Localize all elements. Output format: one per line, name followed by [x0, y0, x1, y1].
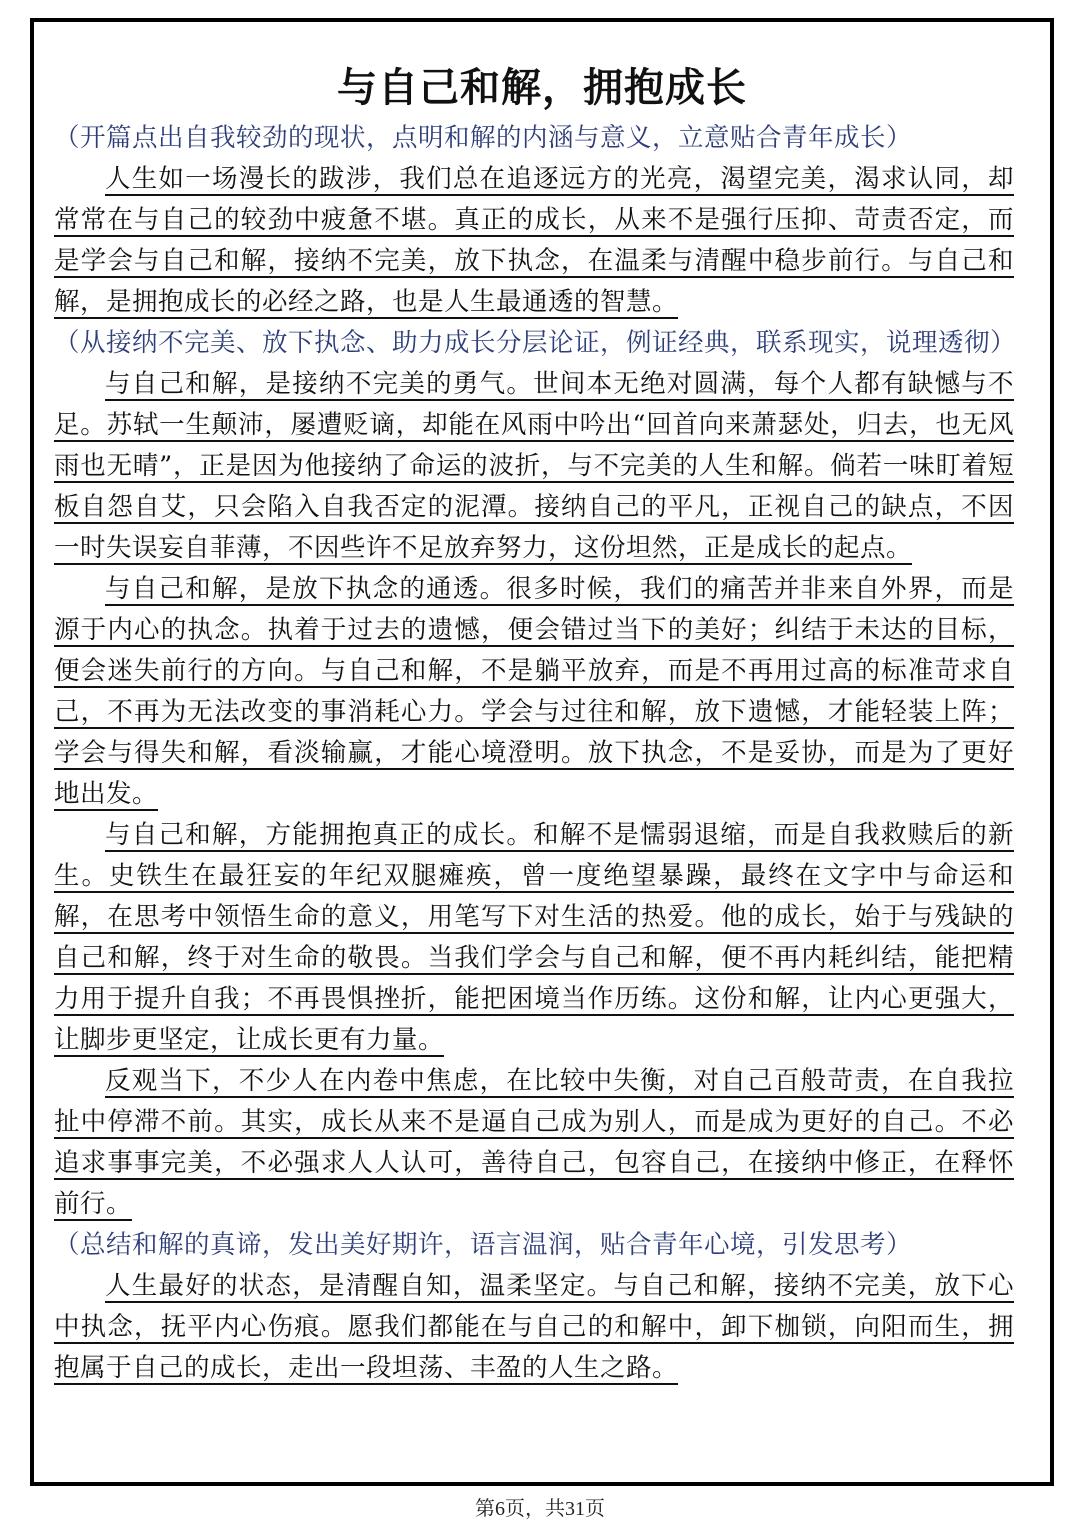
page-number: 第6页，共31页 [475, 1498, 605, 1520]
body-paragraph: 反观当下，不少人在内卷中焦虑，在比较中失衡，对自己百般苛责，在自我拉扯中停滞不前。其实，成长从来不是逼自己成为别人，而是成为更好的自己。不必追求事事完美，不必强求人人认可，善待自己，包容自己，在接纳中修正，在释怀前行。 [54, 1066, 1014, 1219]
annotation-note: （开篇点出自我较劲的现状，点明和解的内涵与意义，立意贴合青年成长） [54, 123, 913, 153]
body-paragraph: 与自己和解，是放下执念的通透。很多时候，我们的痛苦并非来自外界，而是源于内心的执念。执着于过去的遗憾，便会错过当下的美好；纠结于未达的目标，便会迷失前行的方向。与自己和解，不是躺平放弃，而是不再用过高的标准苛求自己，不再为无法改变的事消耗心力。学会与过往和解，放下遗憾，才能轻装上阵；学会与得失和解，看淡输赢，才能心境澄明。放下执念，不是妥协，而是为了更好地出发。 [54, 574, 1014, 809]
annotation-note: （总结和解的真谛，发出美好期许，语言温润，贴合青年心境，引发思考） [54, 1230, 913, 1260]
essay-content [54, 118, 1017, 1389]
body-paragraph: 人生如一场漫长的跋涉，我们总在追逐远方的光亮，渴望完美，渴求认同，却常常在与自己的较劲中疲惫不堪。真正的成长，从来不是强行压抑、苛责否定，而是学会与自己和解，接纳不完美，放下执念，在温柔与清醒中稳步前行。与自己和解，是拥抱成长的必经之路，也是人生最通透的智慧。 [54, 164, 1014, 317]
body-paragraph: 人生最好的状态，是清醒自知，温柔坚定。与自己和解，接纳不完美，放下心中执念，抚平内心伤痕。愿我们都能在与自己的和解中，卸下枷锁，向阳而生，拥抱属于自己的成长，走出一段坦荡、丰盈的人生之路。 [54, 1271, 1014, 1383]
annotation-note: （从接纳不完美、放下执念、助力成长分层论证，例证经典，联系现实，说理透彻） [54, 328, 1017, 358]
body-paragraph: 与自己和解，是接纳不完美的勇气。世间本无绝对圆满，每个人都有缺憾与不足。苏轼一生颠沛，屡遭贬谪，却能在风雨中吟出“回首向来萧瑟处，归去，也无风雨也无晴”，正是因为他接纳了命运的波折，与不完美的人生和解。倘若一味盯着短板自怨自艾，只会陷入自我否定的泥潭。接纳自己的平凡，正视自己的缺点，不因一时失误妄自菲薄，不因些许不足放弃努力，这份坦然，正是成长的起点。 [54, 369, 1014, 563]
page-frame [30, 18, 1054, 1486]
body-paragraph: 与自己和解，方能拥抱真正的成长。和解不是懦弱退缩，而是自我救赎后的新生。史铁生在最狂妄的年纪双腿瘫痪，曾一度绝望暴躁，最终在文字中与命运和解，在思考中领悟生命的意义，用笔写下对生活的热爱。他的成长，始于与残缺的自己和解，终于对生命的敬畏。当我们学会与自己和解，便不再内耗纠结，能把精力用于提升自我；不再畏惧挫折，能把困境当作历练。这份和解，让内心更强大，让脚步更坚定，让成长更有力量。 [54, 820, 1014, 1055]
page-title: 与自己和解，拥抱成长 [337, 65, 747, 111]
